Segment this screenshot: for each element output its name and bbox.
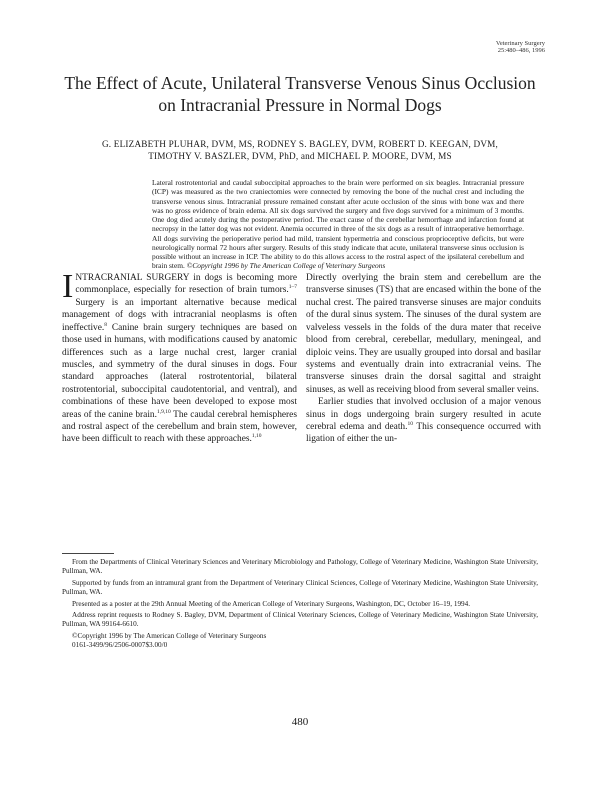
authors-line-2: TIMOTHY V. BASZLER, DVM, PhD, and MICHAEL P. MOORE, DVM, MS: [148, 150, 452, 161]
journal-citation: [496, 40, 545, 54]
journal-volume: 25:480–486, 1996: [497, 47, 545, 54]
body-column-right: [306, 272, 541, 446]
abstract-text: Lateral rostrotentorial and caudal suboccipital approaches to the brain were performed on six beagles. Intracranial pressure (ICP) was measured as the two craniectomies were connected by removing the bone of the nuchal crest and including the transverse venous sinus. Intracranial pressure remained constant after acute occlusion of the sinus with bone wax and there was no gross evidence of brain edema. All six dogs survived the surgery and five dogs survived for a minimum of 3 months. One dog died acutely during the postoperative period. The exact cause of the cerebellar hemorrhage and infarction found at necropsy in the latter dog was not evident. Anemia occurred in three of the six dogs as a result of intraoperative hemorrhage. All dogs surviving the perioperative period had mild, transient hypermetria and conscious proprioceptive deficits, but were neurologically normal 72 hours after surgery. Results of this study indicate that acute, unilateral transverse sinus occlusion is possible without an increase in ICP. The ability to do this allows access to the rostral aspect of the ipsilateral cerebellum and brain stem.: [152, 178, 524, 271]
abstract: [152, 178, 524, 271]
intro-paragraph: [62, 268, 297, 446]
footnote-issn: 0161-3499/96/2506-0007$3.00/0: [72, 641, 168, 650]
footnote-presented: Presented as a poster at the 29th Annual Meeting of the American College of Veterinary Surgeons, Washington, DC, October 16–19, 1994.: [72, 599, 471, 608]
footnote-affiliation: From the Departments of Clinical Veterinary Sciences and Veterinary Microbiology and Pathology, College of Veterinary Medicine, Washington State University, Pullman, WA.: [62, 558, 538, 576]
citation-ref: 8: [104, 321, 108, 328]
body-paragraph-2-text: Earlier studies that involved occlusion of a major venous sinus in dogs undergoing brain surgery resulted in acute cerebral edema and death.: [306, 397, 541, 433]
drop-cap: I: [62, 268, 74, 305]
citation-ref: 1–7: [288, 284, 297, 291]
intro-text-1: in dogs is becoming more commonplace, especially for resection of brain tumors.: [75, 273, 297, 296]
citation-ref: 1,9,10: [156, 408, 171, 415]
page-number: 480: [291, 716, 309, 728]
article-title: The Effect of Acute, Unilateral Transverse Venous Sinus Occlusion on Intracranial Pressure in Normal Dogs: [64, 73, 536, 115]
body-paragraph-2-tail: This consequence occurred with ligation of either the un-: [306, 422, 541, 445]
journal-name: Veterinary Surgery: [495, 40, 545, 47]
citation-ref: 10: [407, 420, 413, 427]
footnotes: [62, 558, 538, 650]
footnote-reprints: Address reprint requests to Rodney S. Bagley, DVM, Department of Clinical Veterinary Sciences, College of Veterinary Medicine, Washington State University, Pullman, WA 99164-6610.: [62, 611, 538, 629]
intro-text-3: Canine brain surgery techniques are based on those used in humans, with modifications caused by anatomic differences such as a large nuchal crest, larger cranial muscles, and symmetry of the dural sinuses in dogs. Four standard approaches (lateral rostrotentorial, bilateral rostrotentorial, suboccipital caudotentorial, and ventral), and combinations of these have been developed to expose most areas of the canine brain.: [62, 322, 297, 420]
author-list: [70, 139, 530, 162]
intro-text-2: Surgery is an important alternative because medical management of dogs with intracranial neoplasms is often ineffective.: [62, 297, 297, 333]
lead-in: NTRACRANIAL SURGERY: [75, 273, 190, 283]
footnote-support: Supported by funds from an intramural grant from the Department of Veterinary Clinical Sciences, College of Veterinary Medicine, Washington State University, Pullman, WA.: [62, 578, 538, 597]
body-column-left: [62, 268, 297, 446]
intro-text-4: The caudal cerebral hemispheres and rostral aspect of the cerebellum and brain stem, however, have been difficult to reach with these approaches.: [62, 409, 297, 445]
body-paragraph-2: [306, 396, 541, 446]
authors-line-1: G. ELIZABETH PLUHAR, DVM, MS, RODNEY S. BAGLEY, DVM, ROBERT D. KEEGAN, DVM,: [101, 139, 499, 149]
footnote-copyright: ©Copyright 1996 by The American College of Veterinary Surgeons: [72, 631, 267, 640]
citation-ref: 1,10: [251, 433, 262, 440]
body-paragraph-1: Directly overlying the brain stem and cerebellum are the transverse sinuses (TS) that are encased within the bone of the nuchal crest. The paired transverse sinuses are major conduits of the dural sinus system. The sinuses of the dural system are valveless vessels in the folds of the dura mater that receive blood from cerebral, cerebellar, medullary, meningeal, and diploic veins. They are usually grouped into dorsal and basilar systems and eventually drain into extracranial veins. The transverse sinuses drain the dorsal sagittal and straight sinuses, as well as receiving blood from several smaller veins.: [306, 273, 541, 395]
abstract-copyright: ©Copyright 1996 by The American College of Veterinary Surgeons: [186, 261, 386, 271]
footnote-divider: [62, 553, 114, 554]
